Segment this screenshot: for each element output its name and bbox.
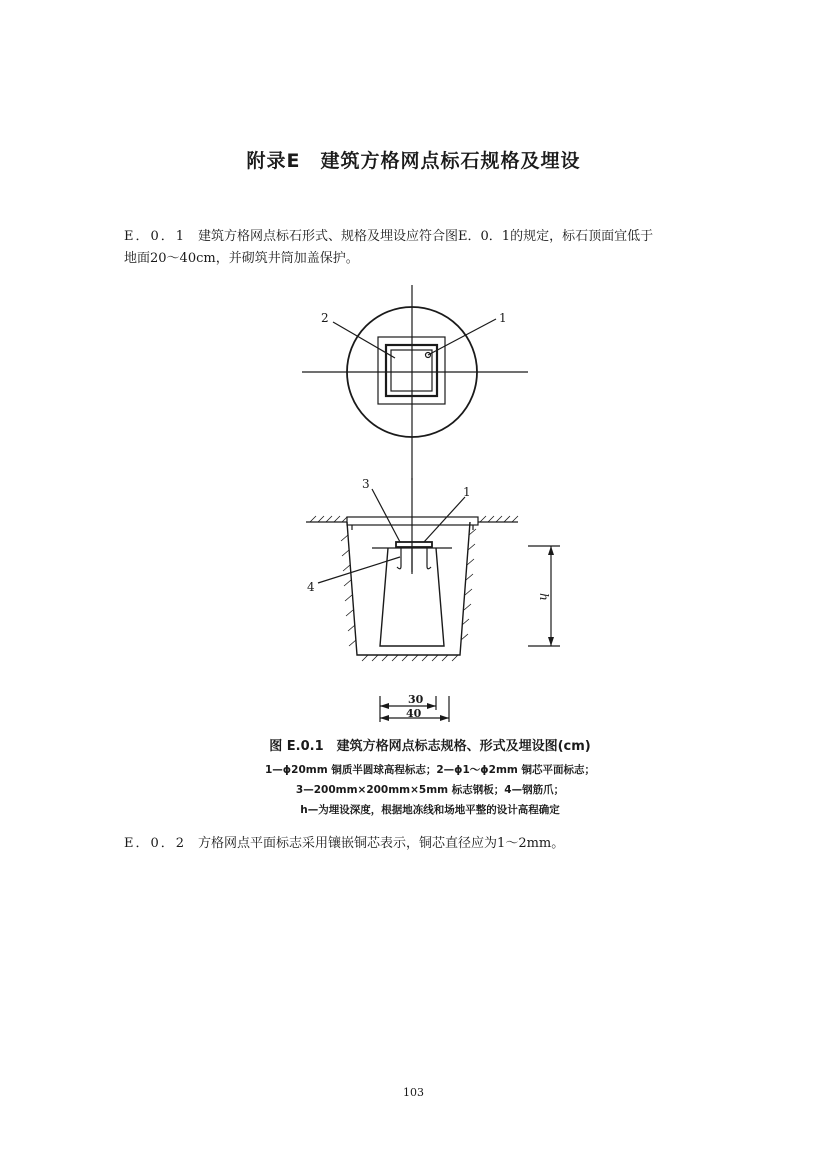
clause-e02 [124, 833, 710, 855]
appendix-heading: 建筑方格网点标石规格及埋设 [320, 150, 581, 172]
leader-3 [372, 489, 400, 542]
h-arrow-top [548, 546, 554, 555]
label-3-section: 3 [362, 477, 370, 491]
pit-hatch-left [341, 535, 356, 646]
dim40-arrow-left [380, 715, 389, 721]
figure-caption-title: 图 E.0.1 建筑方格网点标志规格、形式及埋设图(cm) [269, 739, 591, 754]
label-dim-40: 40 [406, 707, 422, 720]
clause-text: 方格网点平面标志采用镶嵌铜芯表示，铜芯直径应为1～2mm。 [198, 836, 565, 851]
label-2-top: 2 [321, 311, 329, 325]
label-4-section: 4 [307, 580, 315, 594]
clause-text-line2: 地面20～40cm，并砌筑井筒加盖保护。 [124, 251, 359, 266]
clause-number: E．0．1 [124, 229, 187, 244]
figure-caption-line1: 1—ϕ20mm 铜质半圆球高程标志；2—ϕ1～ϕ2mm 铜芯平面标志； [265, 764, 595, 776]
pit-hatch-bottom [362, 655, 458, 661]
clause-number: E．0．2 [124, 836, 187, 851]
h-arrow-bottom [548, 637, 554, 646]
figure-caption-line2: 3—200mm×200mm×5mm 标志钢板；4—钢筋爪； [295, 784, 565, 796]
appendix-label: 附录E [246, 150, 301, 172]
leader-4 [318, 557, 400, 583]
anchor-claw-right [427, 547, 431, 569]
label-h: h [537, 593, 551, 601]
page-number: 103 [403, 1086, 424, 1099]
dim40-arrow-right [440, 715, 449, 721]
section-steel-plate [396, 542, 432, 547]
leader-1-section [424, 497, 465, 542]
dim30-arrow-left [380, 703, 389, 709]
dim30-arrow-right [427, 703, 436, 709]
ground-hatch-left [310, 516, 347, 522]
clause-text-line1: 建筑方格网点标石形式、规格及埋设应符合图E．0．1的规定，标石顶面宜低于 [198, 229, 654, 244]
label-1-section: 1 [463, 485, 471, 499]
label-dim-30: 30 [408, 693, 424, 706]
plan-view [302, 285, 528, 480]
section-view [306, 478, 560, 722]
label-1-top: 1 [499, 311, 507, 325]
figure-caption-line3: h—为埋设深度，根据地冻线和场地平整的设计高程确定 [300, 804, 560, 816]
ground-hatch-right [480, 516, 518, 522]
